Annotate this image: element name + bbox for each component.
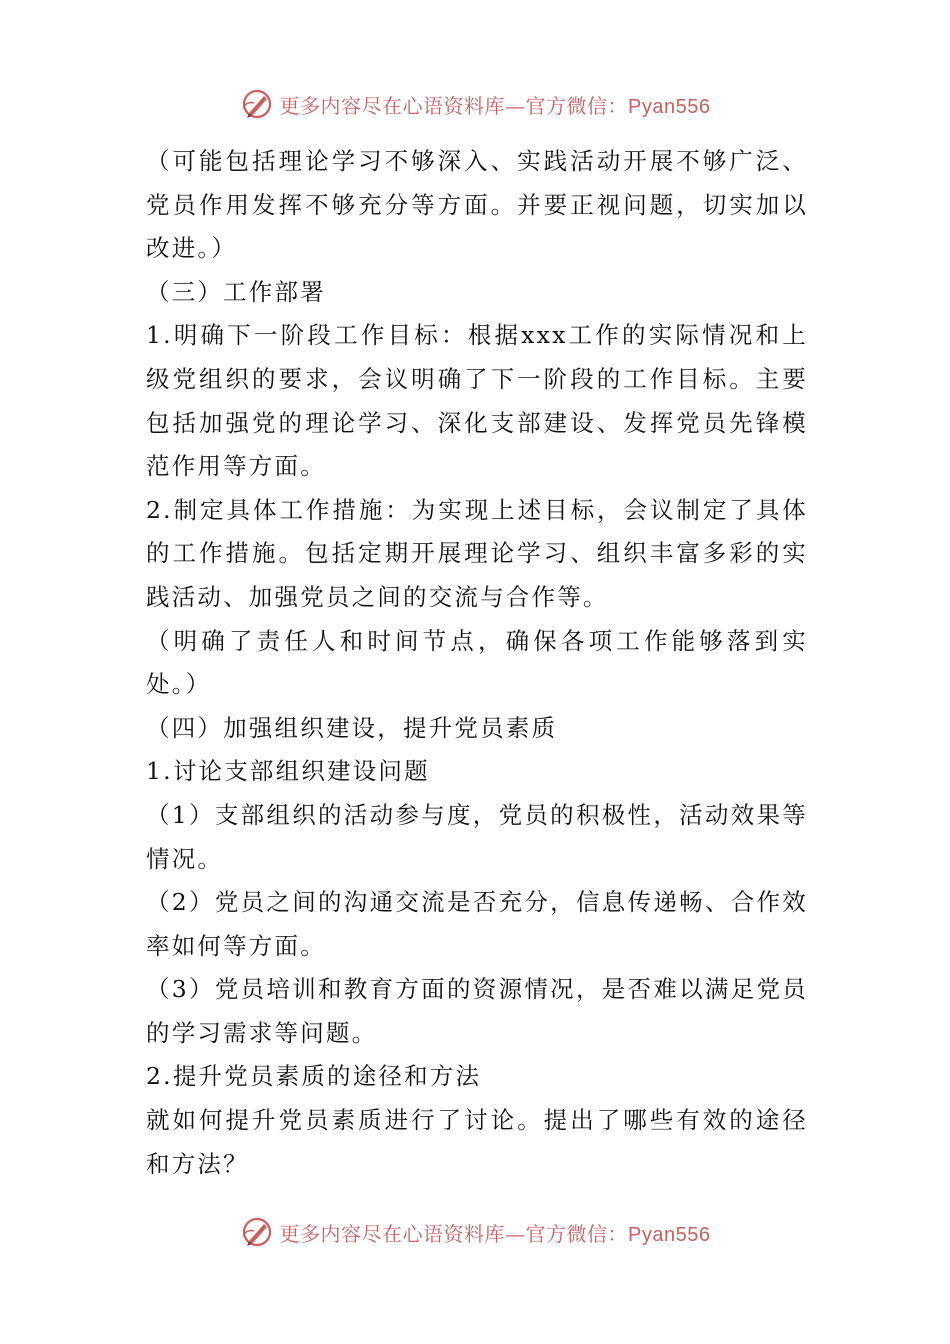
subheading: 2.提升党员素质的途径和方法 xyxy=(146,1062,482,1091)
paragraph: 2.制定具体工作措施：为实现上述目标，会议制定了具体的工作措施。包括定期开展理论学习、组织丰富多彩的实践活动、加强党员之间的交流与合作等。 xyxy=(146,495,808,611)
footer-watermark xyxy=(0,1212,950,1252)
pen-circle-icon xyxy=(240,1215,274,1249)
subheading: 1.讨论支部组织建设问题 xyxy=(146,757,430,786)
list-item: （3）党员培训和教育方面的资源情况，是否难以满足党员的学习需求等问题。 xyxy=(146,975,808,1047)
paragraph: （明确了责任人和时间节点，确保各项工作能够落到实处。） xyxy=(146,626,808,699)
section-heading: （三）工作部署 xyxy=(146,277,326,306)
header-watermark xyxy=(0,84,950,124)
watermark-text: 更多内容尽在心语资料库—官方微信：Pyan556 xyxy=(279,93,711,118)
list-item: （2）党员之间的沟通交流是否充分，信息传递畅、合作效率如何等方面。 xyxy=(146,888,808,960)
paragraph: 就如何提升党员素质进行了讨论。提出了哪些有效的途径和方法？ xyxy=(146,1106,808,1178)
section-heading: （四）加强组织建设，提升党员素质 xyxy=(146,713,558,742)
watermark-wechat-id: Pyan556 xyxy=(628,1223,711,1246)
pen-circle-icon xyxy=(240,87,274,121)
watermark-text: 更多内容尽在心语资料库—官方微信：Pyan556 xyxy=(279,1221,711,1246)
document-body xyxy=(146,140,808,1186)
list-item: （1）支部组织的活动参与度，党员的积极性，活动效果等情况。 xyxy=(146,800,808,873)
paragraph: （可能包括理论学习不够深入、实践活动开展不够广泛、党员作用发挥不够充分等方面。并要正视问题，切实加以改进。） xyxy=(146,147,808,263)
watermark-wechat-id: Pyan556 xyxy=(628,95,711,118)
paragraph: 1.明确下一阶段工作目标：根据xxx工作的实际情况和上级党组织的要求，会议明确了下一阶段的工作目标。主要包括加强党的理论学习、深化支部建设、发挥党员先锋模范作用等方面。 xyxy=(146,321,808,481)
